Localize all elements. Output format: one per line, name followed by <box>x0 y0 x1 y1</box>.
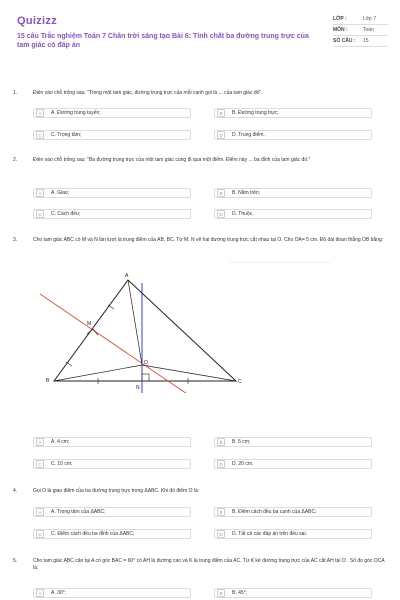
q3-option-b[interactable] <box>214 437 372 447</box>
q2-option-c[interactable] <box>33 209 191 219</box>
label-c: C <box>238 379 242 385</box>
q4-option-b-label: B. Điểm cách đều ba cạnh của ΔABC; <box>232 509 317 515</box>
q1-option-b-label: B. Đường trung trực; <box>232 110 279 116</box>
question-3-number: 3. <box>13 237 18 243</box>
quizizz-logo: Quizizz <box>17 15 57 27</box>
q3-option-a[interactable] <box>33 437 191 447</box>
q4-option-b-letter: B <box>217 508 225 516</box>
q2-option-d[interactable] <box>214 209 372 219</box>
question-5-number: 5. <box>13 558 18 564</box>
q2-option-c-letter: C <box>36 210 44 218</box>
q4-option-a-letter: A <box>36 508 44 516</box>
q5-option-b[interactable] <box>214 588 372 598</box>
q2-option-d-letter: D <box>217 210 225 218</box>
q1-option-d-letter: D <box>217 131 225 139</box>
meta-subject-value: Toán <box>363 27 374 33</box>
q4-option-a[interactable] <box>33 507 191 517</box>
q3-option-d-letter: D <box>217 460 225 468</box>
q2-option-b-letter: B <box>217 189 225 197</box>
triangle-figure <box>40 268 250 393</box>
q1-option-c-label: C. Trọng tâm; <box>51 132 82 138</box>
label-o: O <box>144 360 148 366</box>
question-2 <box>13 157 391 177</box>
label-m: M <box>87 321 92 327</box>
question-4-number: 4. <box>13 488 18 494</box>
q4-option-a-label: A. Trọng tâm của ΔABC; <box>51 509 106 515</box>
tick-ma <box>108 305 114 309</box>
question-5-text: Cho tam giác ABC cân tại A có góc BAC = 60° có AH là đường cao và K là trung điểm của AC. Từ K kẻ đường trung trực của AC cắt AH tại O . Số đo góc OCA là: <box>33 558 385 571</box>
bisector-m-line <box>40 294 193 393</box>
meta-grade-key: LỚP : <box>333 16 347 22</box>
q3-option-b-label: B. 5 cm; <box>232 439 251 445</box>
q1-option-c-letter: C <box>36 131 44 139</box>
question-5 <box>13 558 391 578</box>
q4-option-c-letter: C <box>36 530 44 538</box>
right-angle-n <box>142 374 149 381</box>
meta-subject-key: MÔN : <box>333 27 348 33</box>
q3-option-c[interactable] <box>33 459 191 469</box>
q2-option-c-label: C. Cách đều; <box>51 211 81 217</box>
q5-option-a-label: A. 30°; <box>51 590 67 596</box>
q2-option-b-label: B. Nằm trên; <box>232 190 261 196</box>
q2-option-d-label: D. Thuộc. <box>232 211 254 217</box>
meta-count-key: SỐ CÂU : <box>333 38 356 44</box>
question-3-text: Cho tam giác ABC có M và N lần lượt là trung điểm của AB, BC. Từ M, N vẽ hai đường trung trực cắt nhau tại O. Cho OA= 5 cm. Độ dài đoạn thẳng OB bằng: <box>33 237 384 243</box>
label-a: A <box>125 273 129 279</box>
meta-count <box>333 36 388 47</box>
q1-option-b-letter: B <box>217 109 225 117</box>
q2-option-b[interactable] <box>214 188 372 198</box>
meta-subject <box>333 25 388 36</box>
q1-option-c[interactable] <box>33 130 191 140</box>
q3-option-a-label: A. 4 cm; <box>51 439 70 445</box>
q2-option-a-label: A. Giao; <box>51 190 70 196</box>
q1-option-a[interactable] <box>33 108 191 118</box>
question-2-number: 2. <box>13 157 18 163</box>
question-1 <box>13 90 391 150</box>
q3-option-c-label: C. 10 cm; <box>51 461 73 467</box>
q2-option-a-letter: A <box>36 189 44 197</box>
question-2-text: Điền vào chỗ trống sau: "Ba đường trung trực của một tam giác cùng đi qua một điểm. Điểm này ... ba đỉnh của tam giác đó." <box>33 157 311 163</box>
q1-option-d[interactable] <box>214 130 372 140</box>
label-n: N <box>136 385 140 391</box>
q5-option-b-label: B. 45°; <box>232 590 248 596</box>
question-3 <box>13 237 391 259</box>
meta-grade-value: Lớp 7 <box>363 16 377 22</box>
question-4 <box>13 488 391 498</box>
q1-option-a-label: A. Đường trung tuyến; <box>51 110 101 116</box>
q4-option-c-label: C. Điểm cách đều ba đỉnh của ΔABC; <box>51 531 135 537</box>
q4-option-d-label: D. Tất cả các đáp án trên đều sai. <box>232 531 307 537</box>
worksheet-title: 15 câu Trắc nghiệm Toán 7 Chân trời sáng tạo Bài 6: Tính chất ba đường trung trực của tam giác có đáp án <box>17 33 309 49</box>
q3-option-d[interactable] <box>214 459 372 469</box>
q5-option-b-letter: B <box>217 589 225 597</box>
meta-count-value: 15 <box>363 38 369 44</box>
q4-option-c[interactable] <box>33 529 191 539</box>
question-1-number: 1. <box>13 90 18 96</box>
q5-option-a-letter: A <box>36 589 44 597</box>
divider <box>230 262 330 263</box>
segment-oa <box>128 280 142 365</box>
worksheet-meta <box>333 14 388 47</box>
q2-option-a[interactable] <box>33 188 191 198</box>
q4-option-d[interactable] <box>214 529 372 539</box>
question-1-text: Điền vào chỗ trống sau: "Trong một tam giác, đường trung trực của mỗi cạnh gọi là ... của tam giác đó". <box>33 90 263 96</box>
question-4-text: Gọi O là giao điểm của ba đường trung trực trong ΔABC. Khi đó điểm O là: <box>33 488 200 494</box>
q3-option-a-letter: A <box>36 438 44 446</box>
q3-option-d-label: D. 20 cm. <box>232 461 254 467</box>
q4-option-b[interactable] <box>214 507 372 517</box>
q1-option-b[interactable] <box>214 108 372 118</box>
q3-option-b-letter: B <box>217 438 225 446</box>
meta-grade <box>333 14 388 25</box>
q1-option-d-label: D. Trung điểm. <box>232 132 265 138</box>
q5-option-a[interactable] <box>33 588 191 598</box>
q4-option-d-letter: D <box>217 530 225 538</box>
q1-option-a-letter: A <box>36 109 44 117</box>
label-b: B <box>46 378 50 384</box>
q3-option-c-letter: C <box>36 460 44 468</box>
